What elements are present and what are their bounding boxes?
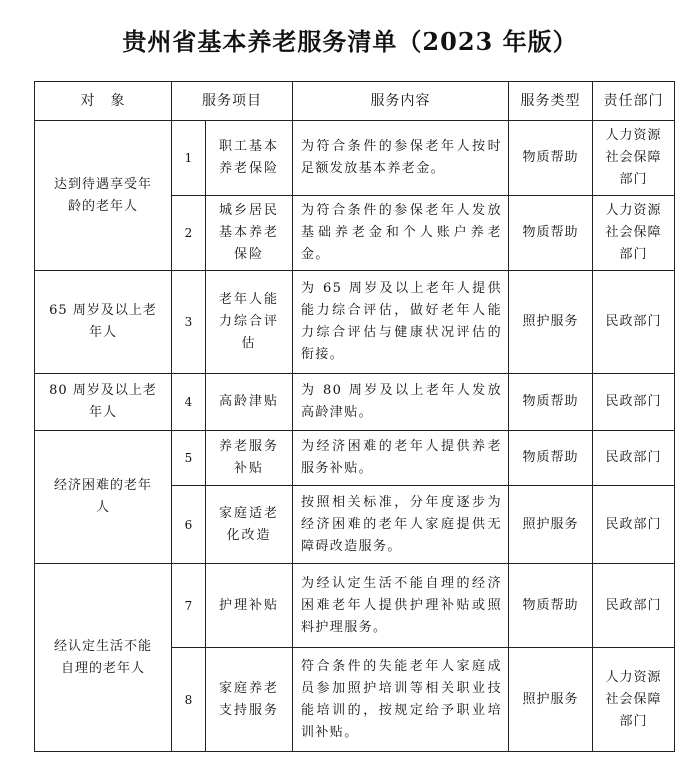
responsible-dept: 人力资源社会保障部门 xyxy=(593,648,675,752)
row-number: 3 xyxy=(172,271,206,374)
responsible-dept: 人力资源社会保障部门 xyxy=(593,121,675,196)
table-row xyxy=(35,431,675,486)
service-type: 物质帮助 xyxy=(509,196,593,271)
service-content: 为 65 周岁及以上老年人提供能力综合评估，做好老年人能力综合评估与健康状况评估的衔接。 xyxy=(293,271,509,374)
responsible-dept: 民政部门 xyxy=(593,271,675,374)
row-number: 1 xyxy=(172,121,206,196)
service-item: 老年人能力综合评估 xyxy=(206,271,293,374)
responsible-dept: 人力资源社会保障部门 xyxy=(593,196,675,271)
header-target: 对 象 xyxy=(35,82,172,121)
service-item: 护理补贴 xyxy=(206,564,293,648)
service-content: 按照相关标准，分年度逐步为经济困难的老年人家庭提供无障碍改造服务。 xyxy=(293,486,509,564)
service-type: 物质帮助 xyxy=(509,564,593,648)
service-item: 高龄津贴 xyxy=(206,374,293,431)
service-content: 为经济困难的老年人提供养老服务补贴。 xyxy=(293,431,509,486)
target-cell: 达到待遇享受年龄的老年人 xyxy=(35,121,172,271)
service-type: 照护服务 xyxy=(509,486,593,564)
service-content: 为经认定生活不能自理的经济困难老年人提供护理补贴或照料护理服务。 xyxy=(293,564,509,648)
service-type: 照护服务 xyxy=(509,271,593,374)
table-row xyxy=(35,121,675,196)
service-item: 家庭适老化改造 xyxy=(206,486,293,564)
header-service-type: 服务类型 xyxy=(509,82,593,121)
service-content: 为符合条件的参保老年人发放基础养老金和个人账户养老金。 xyxy=(293,196,509,271)
service-content: 符合条件的失能老年人家庭成员参加照护培训等相关职业技能培训的，按规定给予职业培训补贴。 xyxy=(293,648,509,752)
service-type: 物质帮助 xyxy=(509,431,593,486)
service-list-table xyxy=(34,81,675,752)
row-number: 7 xyxy=(172,564,206,648)
table-row xyxy=(35,271,675,374)
service-type: 物质帮助 xyxy=(509,121,593,196)
table-row xyxy=(35,374,675,431)
service-content: 为 80 周岁及以上老年人发放高龄津贴。 xyxy=(293,374,509,431)
document-title: 贵州省基本养老服务清单（2023 年版） xyxy=(122,27,578,56)
responsible-dept: 民政部门 xyxy=(593,564,675,648)
service-item: 职工基本养老保险 xyxy=(206,121,293,196)
header-service-item: 服务项目 xyxy=(172,82,293,121)
service-item: 城乡居民基本养老保险 xyxy=(206,196,293,271)
row-number: 4 xyxy=(172,374,206,431)
target-cell: 80 周岁及以上老年人 xyxy=(35,374,172,431)
responsible-dept: 民政部门 xyxy=(593,431,675,486)
responsible-dept: 民政部门 xyxy=(593,374,675,431)
service-item: 家庭养老支持服务 xyxy=(206,648,293,752)
target-cell: 65 周岁及以上老年人 xyxy=(35,271,172,374)
row-number: 2 xyxy=(172,196,206,271)
target-cell: 经济困难的老年人 xyxy=(35,431,172,564)
responsible-dept: 民政部门 xyxy=(593,486,675,564)
service-type: 照护服务 xyxy=(509,648,593,752)
header-responsible-dept: 责任部门 xyxy=(593,82,675,121)
row-number: 8 xyxy=(172,648,206,752)
target-cell: 经认定生活不能自理的老年人 xyxy=(35,564,172,752)
service-item: 养老服务补贴 xyxy=(206,431,293,486)
row-number: 5 xyxy=(172,431,206,486)
service-content: 为符合条件的参保老年人按时足额发放基本养老金。 xyxy=(293,121,509,196)
header-service-content: 服务内容 xyxy=(293,82,509,121)
table-header-row xyxy=(35,82,675,121)
row-number: 6 xyxy=(172,486,206,564)
service-type: 物质帮助 xyxy=(509,374,593,431)
table-row xyxy=(35,564,675,648)
